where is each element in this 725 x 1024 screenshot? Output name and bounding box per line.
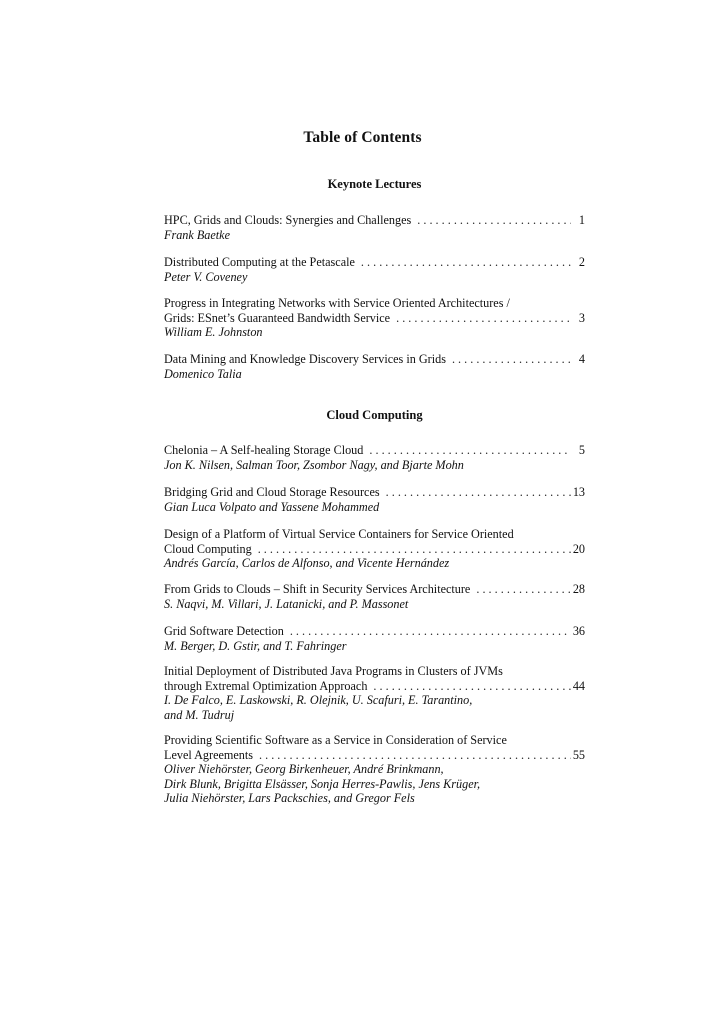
entry-authors: M. Berger, D. Gstir, and T. Fahringer <box>164 638 347 653</box>
page-number: 2 <box>578 255 585 269</box>
entry-title-line <box>164 213 585 228</box>
entry-authors: Oliver Niehörster, Georg Birkenheuer, André Brinkmann, <box>164 762 444 777</box>
toc-entry <box>164 443 585 472</box>
entry-title: Chelonia – A Self-healing Storage Cloud <box>164 443 364 457</box>
toc-entry <box>164 296 585 340</box>
entry-title: Bridging Grid and Cloud Storage Resources <box>164 485 380 499</box>
entry-title: Grids: ESnet’s Guaranteed Bandwidth Service <box>164 310 391 325</box>
toc-entry <box>164 485 585 514</box>
entry-title-line <box>164 733 585 748</box>
dot-leader <box>252 542 571 557</box>
page-number: 28 <box>572 582 585 596</box>
entry-title-line <box>164 255 585 270</box>
dot-leader <box>284 624 571 639</box>
entry-title-line <box>164 352 585 367</box>
entry-title-line <box>164 664 585 679</box>
page-number: 3 <box>578 310 585 325</box>
entry-authors: Julia Niehörster, Lars Packschies, and Gregor Fels <box>164 791 415 806</box>
entry-title: Design of a Platform of Virtual Service Containers for Service Oriented <box>164 527 514 541</box>
entry-authors: Frank Baetke <box>164 227 230 242</box>
toc-entry <box>164 255 585 284</box>
dot-leader <box>367 679 571 694</box>
page-number: 36 <box>572 624 585 638</box>
entry-authors: and M. Tudruj <box>164 707 235 722</box>
entry-authors: Jon K. Nilsen, Salman Toor, Zsombor Nagy, and Bjarte Mohn <box>164 457 464 472</box>
toc-entry <box>164 213 585 242</box>
entry-title-line <box>164 582 585 597</box>
dot-leader <box>363 443 571 458</box>
entry-title: Level Agreements <box>164 747 254 762</box>
page-number: 1 <box>578 213 585 227</box>
entry-title-line <box>164 485 585 500</box>
dot-leader <box>253 748 571 763</box>
entry-title: Progress in Integrating Networks with Service Oriented Architectures / <box>164 296 510 310</box>
page-number: 44 <box>572 678 585 693</box>
dot-leader <box>380 485 571 500</box>
entry-title-line <box>164 624 585 639</box>
entry-title: HPC, Grids and Clouds: Synergies and Challenges <box>164 213 412 227</box>
entry-authors: Peter V. Coveney <box>164 269 248 284</box>
entry-title: From Grids to Clouds – Shift in Security Services Architecture <box>164 582 471 596</box>
toc-entry <box>164 527 585 571</box>
entry-authors: Andrés García, Carlos de Alfonso, and Vicente Hernández <box>164 556 450 571</box>
entry-authors: William E. Johnston <box>164 325 263 340</box>
entry-title: Providing Scientific Software as a Service in Consideration of Service <box>164 733 507 747</box>
entry-title: Grid Software Detection <box>164 624 284 638</box>
dot-leader <box>390 311 571 326</box>
entry-title: through Extremal Optimization Approach <box>164 678 368 693</box>
entry-title-line <box>164 679 585 694</box>
toc-entry <box>164 664 585 722</box>
page-title: Table of Contents <box>303 129 422 146</box>
page-number: 13 <box>572 485 585 499</box>
entry-title: Data Mining and Knowledge Discovery Services in Grids <box>164 352 446 366</box>
dot-leader <box>470 582 571 597</box>
toc-entry <box>164 624 585 653</box>
toc-entry <box>164 352 585 381</box>
page-number: 20 <box>572 541 585 556</box>
entry-authors: Gian Luca Volpato and Yassene Mohammed <box>164 499 380 514</box>
entry-title-line <box>164 443 585 458</box>
entry-title-line <box>164 296 585 311</box>
entry-title-line <box>164 311 585 326</box>
entry-authors: Domenico Talia <box>164 366 242 381</box>
entry-title: Cloud Computing <box>164 541 252 556</box>
entry-title-line <box>164 748 585 763</box>
section-heading-cloud-computing: Cloud Computing <box>326 408 423 422</box>
toc-entry <box>164 733 585 806</box>
entry-title: Initial Deployment of Distributed Java Programs in Clusters of JVMs <box>164 664 503 678</box>
section-heading-keynote-lectures: Keynote Lectures <box>327 177 422 191</box>
dot-leader <box>355 255 571 270</box>
toc-entry <box>164 582 585 611</box>
entry-title-line <box>164 542 585 557</box>
dot-leader <box>446 352 571 367</box>
entry-title-line <box>164 527 585 542</box>
entry-authors: S. Naqvi, M. Villari, J. Latanicki, and P. Massonet <box>164 596 409 611</box>
entry-authors: I. De Falco, E. Laskowski, R. Olejnik, U. Scafuri, E. Tarantino, <box>164 693 473 708</box>
entry-authors: Dirk Blunk, Brigitta Elsässer, Sonja Herres-Pawlis, Jens Krüger, <box>164 776 481 791</box>
page-number: 55 <box>572 747 585 762</box>
entry-title: Distributed Computing at the Petascale <box>164 255 355 269</box>
page-number: 4 <box>578 352 585 366</box>
page-number: 5 <box>578 443 585 457</box>
dot-leader <box>411 213 571 228</box>
